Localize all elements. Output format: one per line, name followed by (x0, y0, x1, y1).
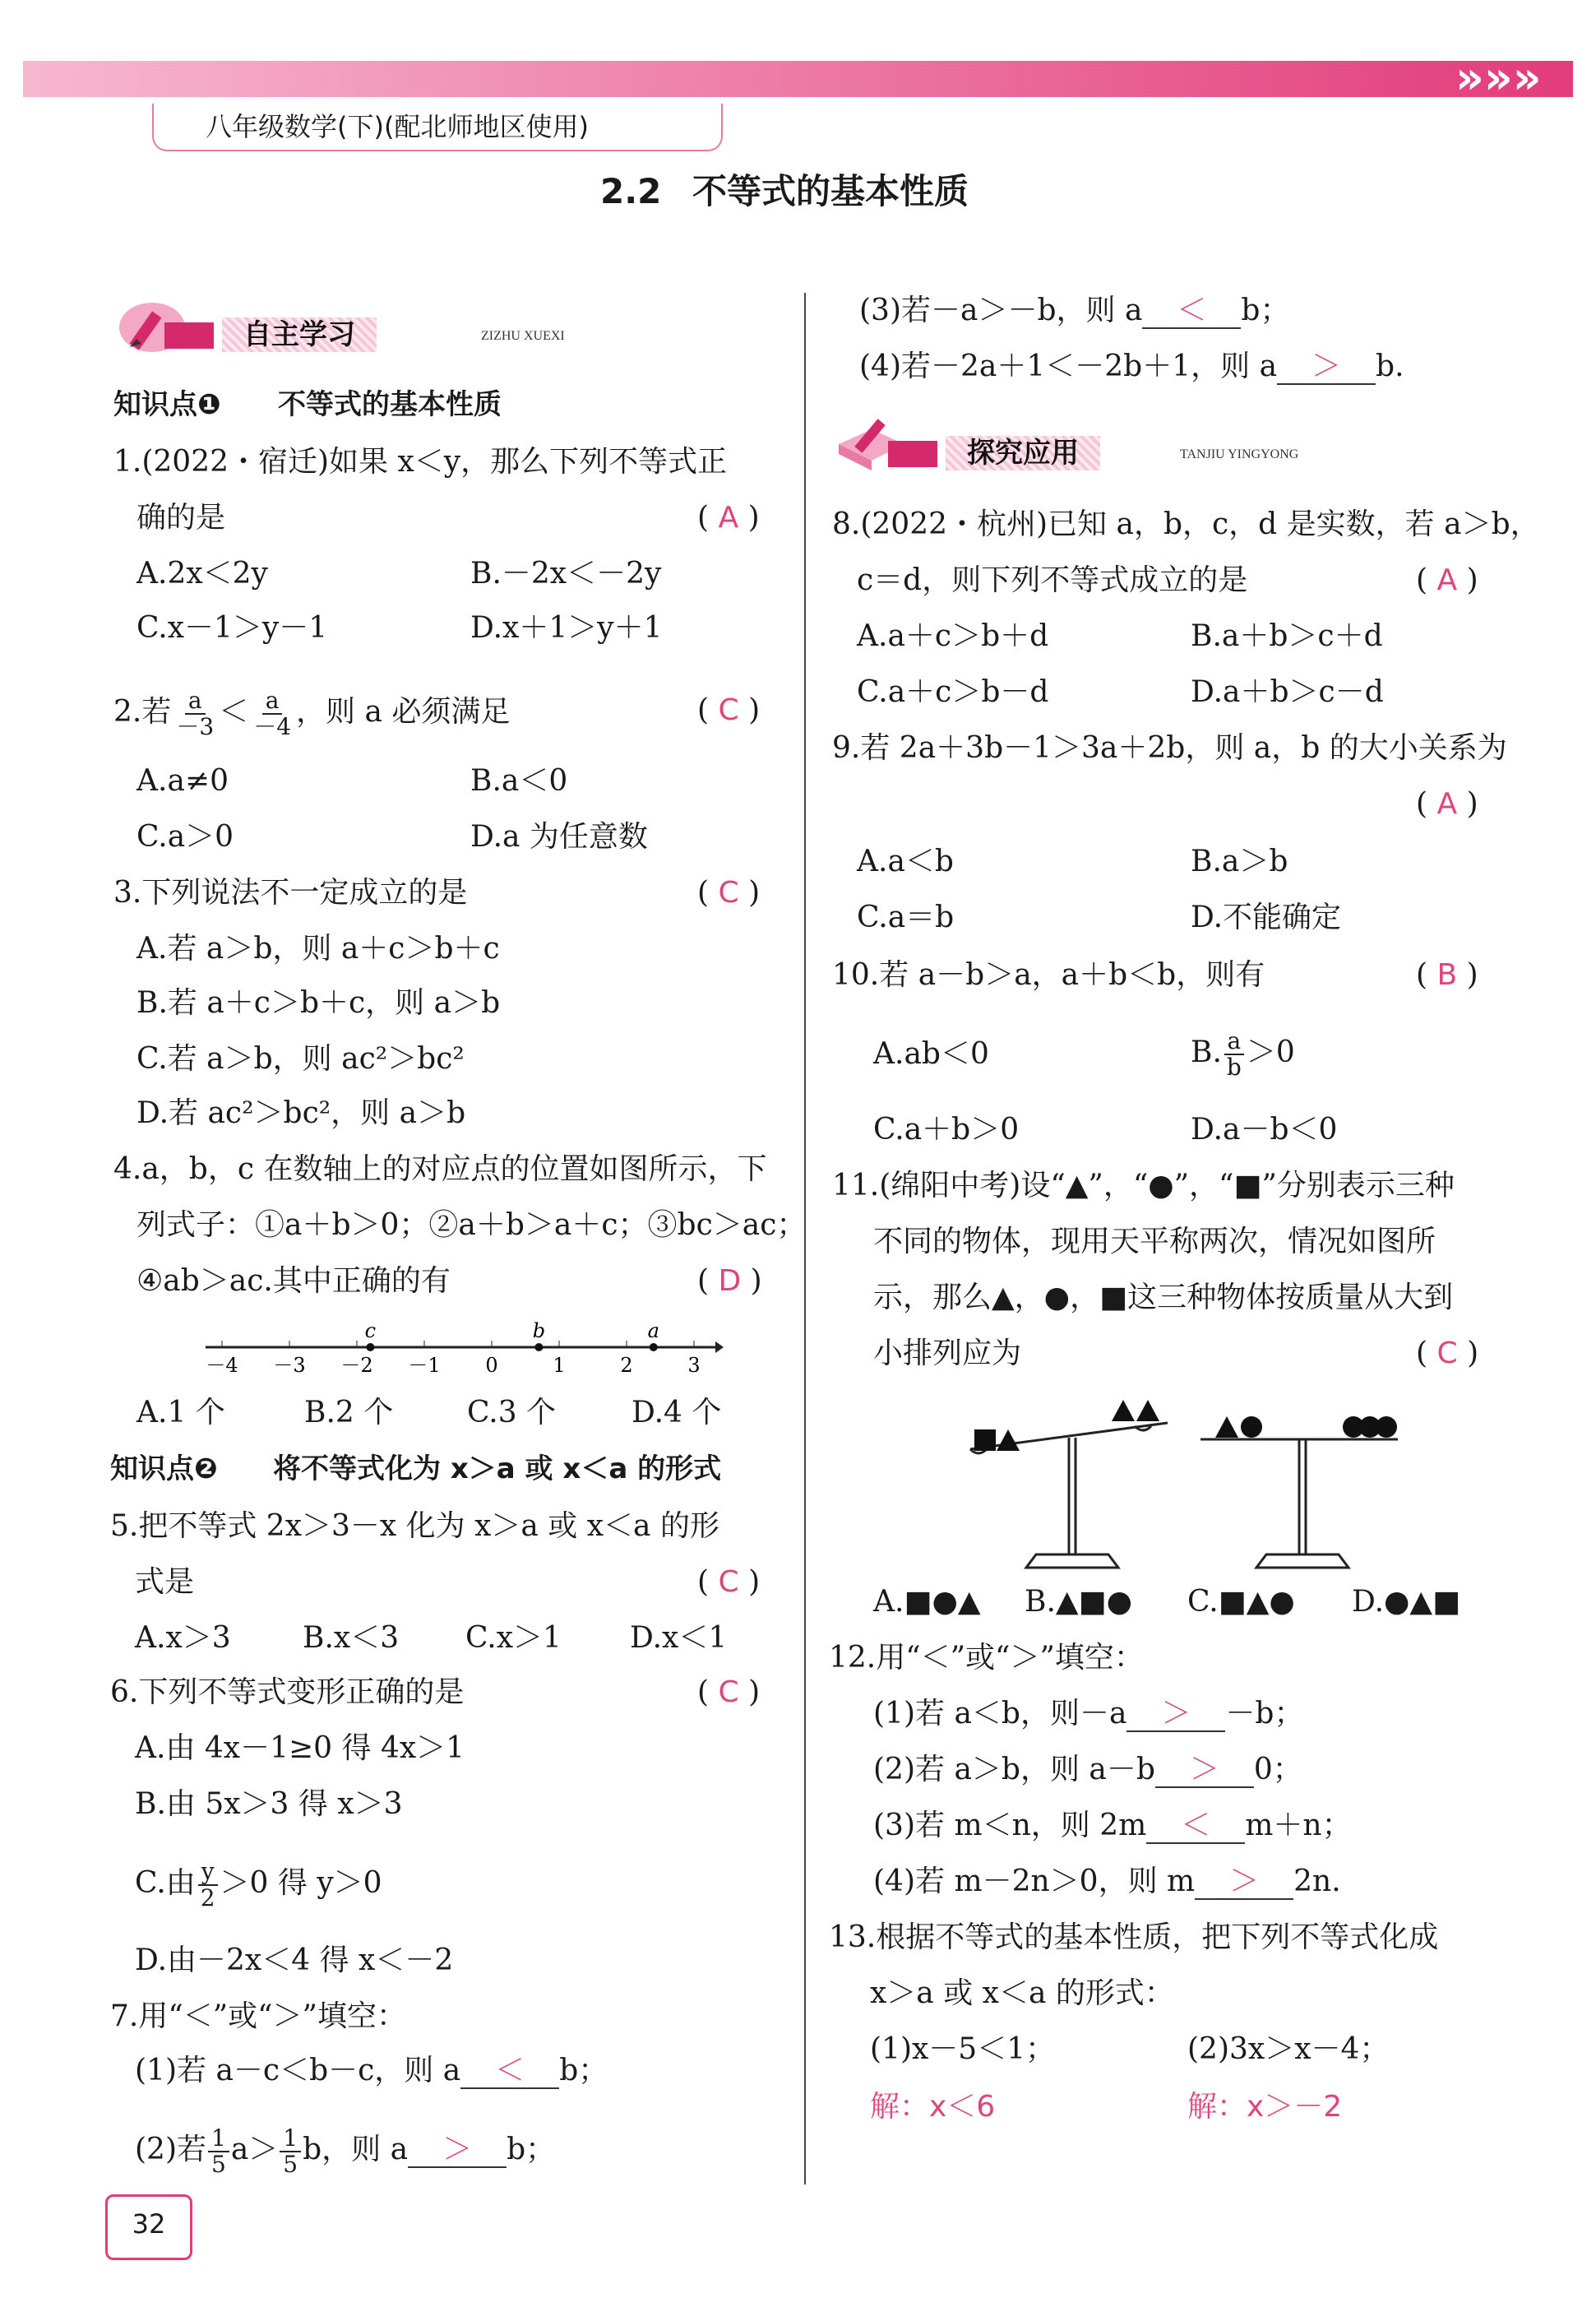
q12-blank-2: ＞ (1155, 1753, 1254, 1788)
q8-opt-d: D.a＋b＞c－d (1191, 675, 1384, 709)
q4-opt-c: C.3 个 (467, 1396, 557, 1429)
q3-opt-a: A.若 a＞b，则 a＋c＞b＋c (136, 932, 500, 966)
q4-stem-3: ④ab＞ac.其中正确的有 (136, 1264, 451, 1298)
q12-part-3: (3)若 m＜n，则 2m ＜ m＋n； (873, 1809, 1352, 1842)
q13-part-2: (2)3x＞x－4； (1187, 2032, 1390, 2066)
q8-stem-2: c＝d，则下列不等式成立的是 (857, 563, 1248, 597)
q5-opt-b: B.x＜3 (303, 1621, 400, 1655)
q11-stem-2: 不同的物体，现用天平称两次，情况如图所 (873, 1225, 1436, 1258)
q1-answer-box: ( A ) (697, 501, 760, 535)
q2-opt-a: A.a≠0 (136, 764, 229, 798)
q2-opt-b: B.a＜0 (470, 764, 568, 798)
section-number: 2.2 (600, 171, 662, 211)
axis-tick-label: 3 (687, 1354, 701, 1377)
q9-opt-b: B.a＞b (1191, 845, 1288, 878)
scale-left (970, 1423, 1168, 1568)
q12-part-4: (4)若 m－2n＞0，则 m ＞ 2n. (873, 1865, 1341, 1898)
triangle-shape (997, 1429, 1020, 1451)
triangle-shape (1136, 1400, 1159, 1421)
axis-tick-label: －4 (206, 1354, 238, 1377)
triangle-shape (1112, 1400, 1135, 1421)
q7-part-4: (4)若－2a＋1＜－2b＋1，则 a ＞ b. (859, 350, 1404, 383)
axis-tick-label: 0 (485, 1354, 498, 1377)
q2-stem: 2.若 $\frac{a}{-3}$ ＜ $\frac{a}{-4}$ ，则 a 必须满足 (113, 687, 511, 740)
q6-frac: $\frac{y}{2}$ (197, 1860, 219, 1911)
q12-blank-3: ＜ (1146, 1809, 1245, 1844)
q9-answer-box: ( A ) (1416, 787, 1478, 821)
q3-answer: C (718, 876, 739, 910)
q8-answer-box: ( A ) (1416, 563, 1478, 597)
q12-stem: 12.用“＜”或“＞”填空： (829, 1641, 1144, 1675)
q1-opt-c: C.x－1＞y－1 (136, 611, 328, 645)
q9-stem: 9.若 2a＋3b－1＞3a＋2b，则 a，b 的大小关系为 (832, 731, 1507, 765)
q5-stem-2: 式是 (135, 1565, 195, 1599)
q6-opt-b: B.由 5x＞3 得 x＞3 (135, 1787, 403, 1821)
q9-opt-d: D.不能确定 (1191, 901, 1342, 934)
q3-stem: 3.下列说法不一定成立的是 (113, 876, 468, 910)
q3-opt-b: B.若 a＋c＞b＋c，则 a＞b (136, 986, 501, 1020)
q4-opt-d: D.4 个 (631, 1396, 722, 1429)
q7-part-3: (3)若－a＞－b，则 a ＜ b； (859, 294, 1290, 327)
q9-opt-a: A.a＜b (857, 845, 954, 878)
point-label-a: a (647, 1319, 659, 1342)
q6-opt-a: A.由 4x－1≥0 得 4x＞1 (135, 1731, 465, 1765)
q4-answer: D (718, 1264, 742, 1298)
q10-opt-b: B. $\frac{a}{b}$ ＞0 (1191, 1027, 1295, 1081)
point-label-c: c (364, 1319, 377, 1342)
axis-arrow (715, 1341, 724, 1353)
q5-opt-a: A.x＞3 (135, 1621, 231, 1655)
banner-self-study: 自主学习 ZIZHU XUEXI (164, 316, 658, 354)
q6-opt-c: C.由 $\frac{y}{2}$ ＞0 得 y＞0 (135, 1858, 382, 1911)
q1-opt-a: A.2x＜2y (136, 557, 268, 591)
q13-solution-2: 解：x＞－2 (1187, 2090, 1343, 2124)
q4-answer-box: ( D ) (697, 1264, 762, 1298)
q1-opt-d: D.x＋1＞y＋1 (470, 611, 663, 645)
axis-tick-label: 1 (553, 1354, 566, 1377)
axis-tick-label: 2 (620, 1354, 633, 1377)
header-bar (23, 61, 1573, 97)
q3-opt-d: D.若 ac²＞bc²，则 a＞b (136, 1096, 466, 1130)
scale-right (1200, 1439, 1398, 1568)
q5-opt-d: D.x＜1 (630, 1621, 728, 1655)
q7-frac-1: $\frac{1}{5}$ (208, 2126, 229, 2177)
q11-opt-b: B.▲■● (1025, 1585, 1133, 1619)
kp1-title: 不等式的基本性质 (278, 388, 502, 421)
section-title: 不等式的基本性质 (692, 171, 969, 211)
book-title: 八年级数学(下)(配北师地区使用) (206, 111, 589, 142)
q1-stem-1: 1.(2022・宿迁)如果 x＜y，那么下列不等式正 (113, 445, 728, 479)
q7-blank-2: ＞ (408, 2133, 507, 2168)
kp2-title: 将不等式化为 x＞a 或 x＜a 的形式 (273, 1452, 722, 1485)
q5-stem-1: 5.把不等式 2x＞3－x 化为 x＞a 或 x＜a 的形 (110, 1509, 719, 1543)
point-b (534, 1343, 543, 1351)
axis-tick-label: －2 (340, 1354, 373, 1377)
q8-opt-c: C.a＋c＞b－d (857, 675, 1049, 709)
q2-frac-2: $\frac{a}{-4}$ (253, 687, 292, 740)
q10-opt-a: A.ab＜0 (873, 1037, 989, 1071)
q4-stem-1: 4.a，b，c 在数轴上的对应点的位置如图所示，下 (113, 1152, 767, 1186)
q5-opt-c: C.x＞1 (465, 1621, 562, 1655)
q12-blank-1: ＞ (1126, 1698, 1225, 1732)
q11-opt-c: C.■▲● (1187, 1585, 1295, 1619)
q4-opt-a: A.1 个 (136, 1396, 225, 1429)
circle-shape (1376, 1416, 1397, 1438)
q8-answer: A (1436, 563, 1458, 597)
q13-stem-1: 13.根据不等式的基本性质，把下列不等式化成 (829, 1920, 1439, 1954)
circle-shape (1241, 1416, 1262, 1438)
q11-stem-1: 11.(绵阳中考)设“▲”，“●”，“■”分别表示三种 (832, 1169, 1455, 1202)
q6-answer-box: ( C ) (697, 1675, 761, 1709)
triangle-shape (1215, 1416, 1238, 1438)
q13-stem-2: x＞a 或 x＜a 的形式： (870, 1976, 1174, 2010)
banner-explore: 探究应用 TANJIU YINGYONG (888, 434, 1381, 472)
q10-opt-d: D.a－b＜0 (1191, 1113, 1338, 1147)
q11-answer: C (1436, 1337, 1458, 1370)
q10-stem: 10.若 a－b＞a，a＋b＜b，则有 (832, 958, 1265, 992)
q7-frac-2: $\frac{1}{5}$ (280, 2126, 301, 2177)
q3-answer-box: ( C ) (697, 876, 761, 910)
axis-tick-label: －3 (273, 1354, 306, 1377)
q12-part-2: (2)若 a＞b，则 a－b ＞ 0； (873, 1753, 1302, 1786)
q10-answer-box: ( B ) (1416, 958, 1478, 992)
q4-stem-2: 列式子：①a＋b＞0；②a＋b＞a＋c；③bc＞ac； (136, 1208, 807, 1242)
q13-solution-1: 解：x＜6 (870, 2090, 996, 2124)
q12-blank-4: ＞ (1195, 1865, 1293, 1900)
kp1-label: 知识点❶ (113, 388, 221, 421)
q1-opt-b: B.－2x＜－2y (470, 557, 662, 591)
q1-stem-2: 确的是 (136, 501, 226, 535)
q6-opt-d: D.由－2x＜4 得 x＜－2 (135, 1943, 454, 1977)
q13-part-1: (1)x－5＜1； (870, 2032, 1056, 2066)
point-a (650, 1343, 658, 1351)
q7-blank-1: ＜ (460, 2055, 559, 2089)
q11-stem-4: 小排列应为 (873, 1337, 1022, 1370)
q9-opt-c: C.a＝b (857, 901, 955, 934)
q4-opt-b: B.2 个 (304, 1396, 394, 1429)
q1-answer: A (718, 501, 739, 535)
q5-answer: C (718, 1565, 739, 1599)
q7-part-2: (2)若 $\frac{1}{5}$ a＞ $\frac{1}{5}$ b，则 a ＞ b； (135, 2124, 556, 2178)
kp2-label: 知识点❷ (110, 1452, 218, 1485)
q6-stem: 6.下列不等式变形正确的是 (110, 1675, 465, 1709)
q5-answer-box: ( C ) (697, 1565, 761, 1599)
q8-opt-b: B.a＋b＞c＋d (1191, 619, 1383, 653)
page-number: 32 (132, 2208, 166, 2240)
q12-part-1: (1)若 a＜b，则－a ＞ －b； (873, 1697, 1304, 1730)
header-arrows: »»» (1455, 52, 1542, 104)
axis-tick-label: －1 (408, 1354, 441, 1377)
q8-stem-1: 8.(2022・杭州)已知 a，b，c，d 是实数，若 a＞b， (832, 507, 1540, 541)
balance-scales-figure (954, 1390, 1414, 1587)
q10-answer: B (1436, 958, 1458, 992)
q4-number-line (197, 1316, 724, 1382)
square-shape (974, 1429, 996, 1451)
q7-blank-3: ＜ (1142, 294, 1241, 329)
q10-opt-c: C.a＋b＞0 (873, 1113, 1020, 1147)
point-c (366, 1343, 374, 1351)
q6-answer: C (718, 1675, 739, 1709)
q11-stem-3: 示，那么▲，●，■这三种物体按质量从大到 (873, 1281, 1454, 1314)
q2-opt-c: C.a＞0 (136, 820, 234, 854)
q11-opt-d: D.●▲■ (1352, 1585, 1461, 1619)
q3-opt-c: C.若 a＞b，则 ac²＞bc² (136, 1042, 465, 1076)
q11-answer-box: ( C ) (1416, 1337, 1479, 1370)
q7-stem: 7.用“＜”或“＞”填空： (110, 1999, 406, 2033)
q8-opt-a: A.a＋c＞b＋d (857, 619, 1049, 653)
q2-opt-d: D.a 为任意数 (470, 820, 648, 854)
q11-opt-a: A.■●▲ (873, 1585, 981, 1619)
q9-answer: A (1436, 787, 1458, 821)
q7-blank-4: ＞ (1277, 350, 1376, 385)
q2-answer: C (718, 693, 739, 727)
q2-frac-1: $\frac{a}{-3}$ (176, 687, 215, 740)
q2-answer-box: ( C ) (697, 693, 761, 727)
q10-frac: $\frac{a}{b}$ (1224, 1029, 1245, 1080)
point-label-b: b (532, 1319, 546, 1342)
q7-part-1: (1)若 a－c＜b－c，则 a ＜ b； (135, 2054, 608, 2087)
